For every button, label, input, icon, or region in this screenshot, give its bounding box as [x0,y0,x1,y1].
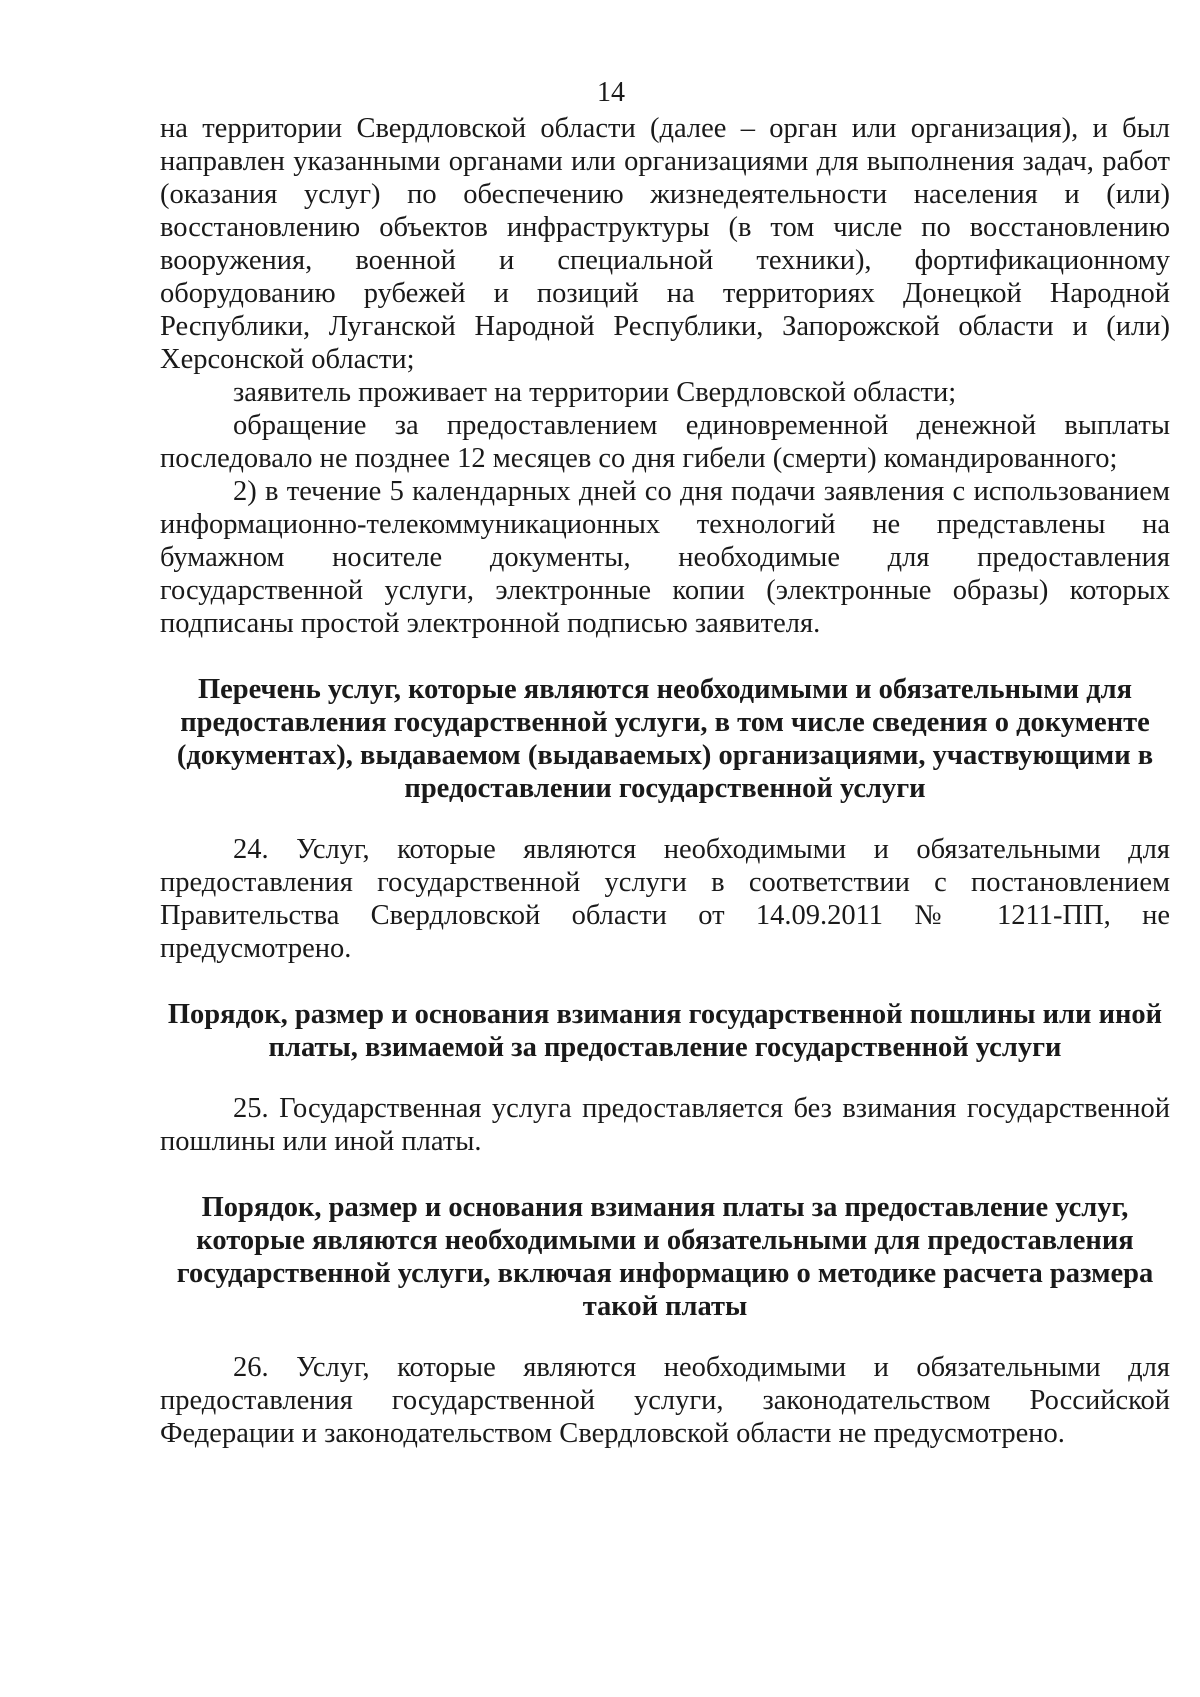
paragraph-24: 24. Услуг, которые являются необходимыми и обязательными для предоставления государственной услуги в соответствии с постановлением Правительства Свердловской области от 14.09.2011 № 1211-ПП, не предусмотрено. [160,834,1170,964]
section-heading-state-fee: Порядок, размер и основания взимания государственной пошлины или иной платы, взимаемой за предоставление государственной услуги [167,999,1163,1063]
paragraph-continuation: на территории Свердловской области (далее – орган или организация), и был направлен указанными органами или организациями для выполнения задач, работ (оказания услуг) по обеспечению жизнедеятельности населения и (или) восстановлению объектов инфраструктуры (в том числе по восстановлению вооружения, военной и специальной техники), фортификационному оборудованию рубежей и позиций на территориях Донецкой Народной Республики, Луганской Народной Республики, Запорожской области и (или) Херсонской области; [160,113,1170,375]
paragraph-item-2: 2) в течение 5 календарных дней со дня подачи заявления с использованием информационно-телекоммуникационных технологий не представлены на бумажном носителе документы, необходимые для предоставления государственной услуги, электронные копии (электронные образы) которых подписаны простой электронной подписью заявителя. [160,476,1170,639]
paragraph-25: 25. Государственная услуга предоставляется без взимания государственной пошлины или иной платы. [160,1093,1170,1157]
section-heading-service-fee: Порядок, размер и основания взимания платы за предоставление услуг, которые являются необходимыми и обязательными для предоставления государственной услуги, включая информацию о методике расчета размера такой платы [176,1192,1154,1322]
page-number: 14 [597,77,625,108]
paragraph-26: 26. Услуг, которые являются необходимыми и обязательными для предоставления государственной услуги, законодательством Российской Федерации и законодательством Свердловской области не предусмотрено. [160,1352,1170,1449]
paragraph-applicant-residence: заявитель проживает на территории Свердловской области; [233,377,957,408]
section-heading-services-list: Перечень услуг, которые являются необходимыми и обязательными для предоставления государственной услуги, в том числе сведения о документе (документах), выдаваемом (выдаваемых) организациями, участвующими в предоставлении государственной услуги [176,674,1154,804]
document-body [160,112,1170,1450]
paragraph-request-deadline: обращение за предоставлением единовременной денежной выплаты последовало не позднее 12 месяцев со дня гибели (смерти) командированного; [160,410,1170,474]
